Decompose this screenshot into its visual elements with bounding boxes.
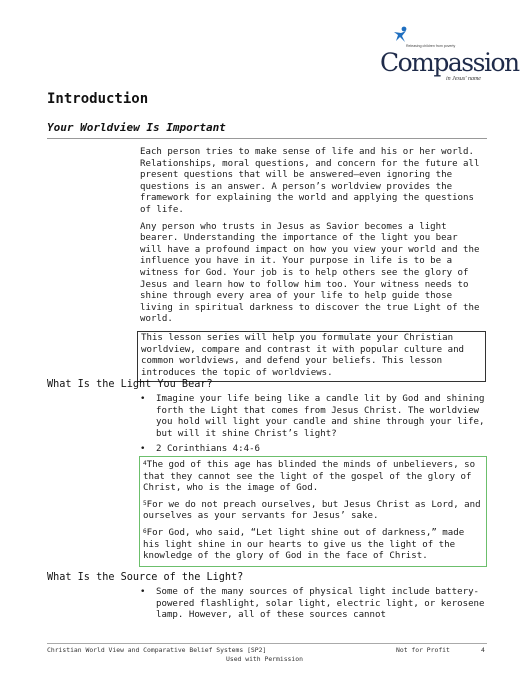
footer-page-number: 4 — [481, 646, 485, 654]
bullet-icon: • — [140, 444, 146, 455]
page-title: Introduction — [47, 91, 149, 107]
logo-tagline: Releasing children from poverty — [406, 44, 456, 48]
footer-status: Not for Profit — [396, 646, 450, 654]
leaping-figure-icon — [392, 26, 410, 44]
footer-permission: Used with Permission — [226, 655, 303, 663]
verse-6: $^6$For God, who said, “Let light shine out of darkness,” made his light shine in our hearts to give us the light of the knowledge of the glory of God in the face of Christ. — [143, 527, 465, 562]
section1-bullet-list — [140, 394, 485, 460]
section2-bullet-list — [140, 587, 485, 626]
logo-subtitle: in Jesus' name — [446, 76, 481, 82]
page-subtitle: Your Worldview Is Important — [47, 121, 226, 134]
lesson-summary-box: This lesson series will help you formulate your Christian worldview, compare and contrast it with popular culture and common worldviews, and defend your beliefs. This lesson introduces the topic of worldviews. — [137, 331, 486, 382]
intro-body — [140, 147, 484, 382]
verse-4: $^4$The god of this age has blinded the minds of unbelievers, so that they cannot see the light of the gospel of the glory of Christ, who is the image of God. — [143, 460, 476, 494]
intro-paragraph-1: Each person tries to make sense of life and his or her world. Relationships, moral questions, and concern for the future all present questions that will be answered—even ignoring the questions is an answer. A person’s worldview provides the framework for explaining the world and applying the questions of life. — [140, 147, 480, 215]
title-divider — [47, 138, 487, 139]
list-item: • Some of the many sources of physical light include battery-powered flashlight, solar light, electric light, or kerosene lamp. However, all of these sources cannot — [140, 587, 485, 621]
bullet-icon: • — [140, 394, 146, 404]
list-item: • 2 Corinthians 4:4-6 — [140, 444, 261, 455]
compassion-logo — [378, 26, 519, 82]
footer-divider — [47, 643, 487, 644]
scripture-box — [139, 456, 487, 567]
verse-5: $^5$For we do not preach ourselves, but Jesus Christ as Lord, and ourselves as your servants for Jesus’ sake. — [143, 499, 481, 522]
list-item: • Imagine your life being like a candle lit by God and shining forth the Light that comes from Jesus Christ. The worldview you hold will light your candle and shine through your life, but will it shine Christ’s light? — [140, 394, 485, 439]
logo-brand: Compassion — [380, 48, 519, 77]
section-heading-light-you-bear: What Is the Light You Bear? — [47, 379, 213, 390]
intro-paragraph-2: Any person who trusts in Jesus as Savior becomes a light bearer. Understanding the importance of the light you bear will have a profound impact on how you view your world and the influence you have in it. Your purpose in life is to be a witness for God. Your job is to help others see the glory of Jesus and learn how to follow him too. Your witness needs to shine through every area of your life to help guide those living in spiritual darkness to discover the true Light of the world. — [140, 221, 480, 325]
section-heading-source-of-light: What Is the Source of the Light? — [47, 572, 244, 583]
bullet-icon: • — [140, 587, 146, 597]
footer-course-title: Christian World View and Comparative Belief Systems [SP2] — [47, 646, 267, 654]
